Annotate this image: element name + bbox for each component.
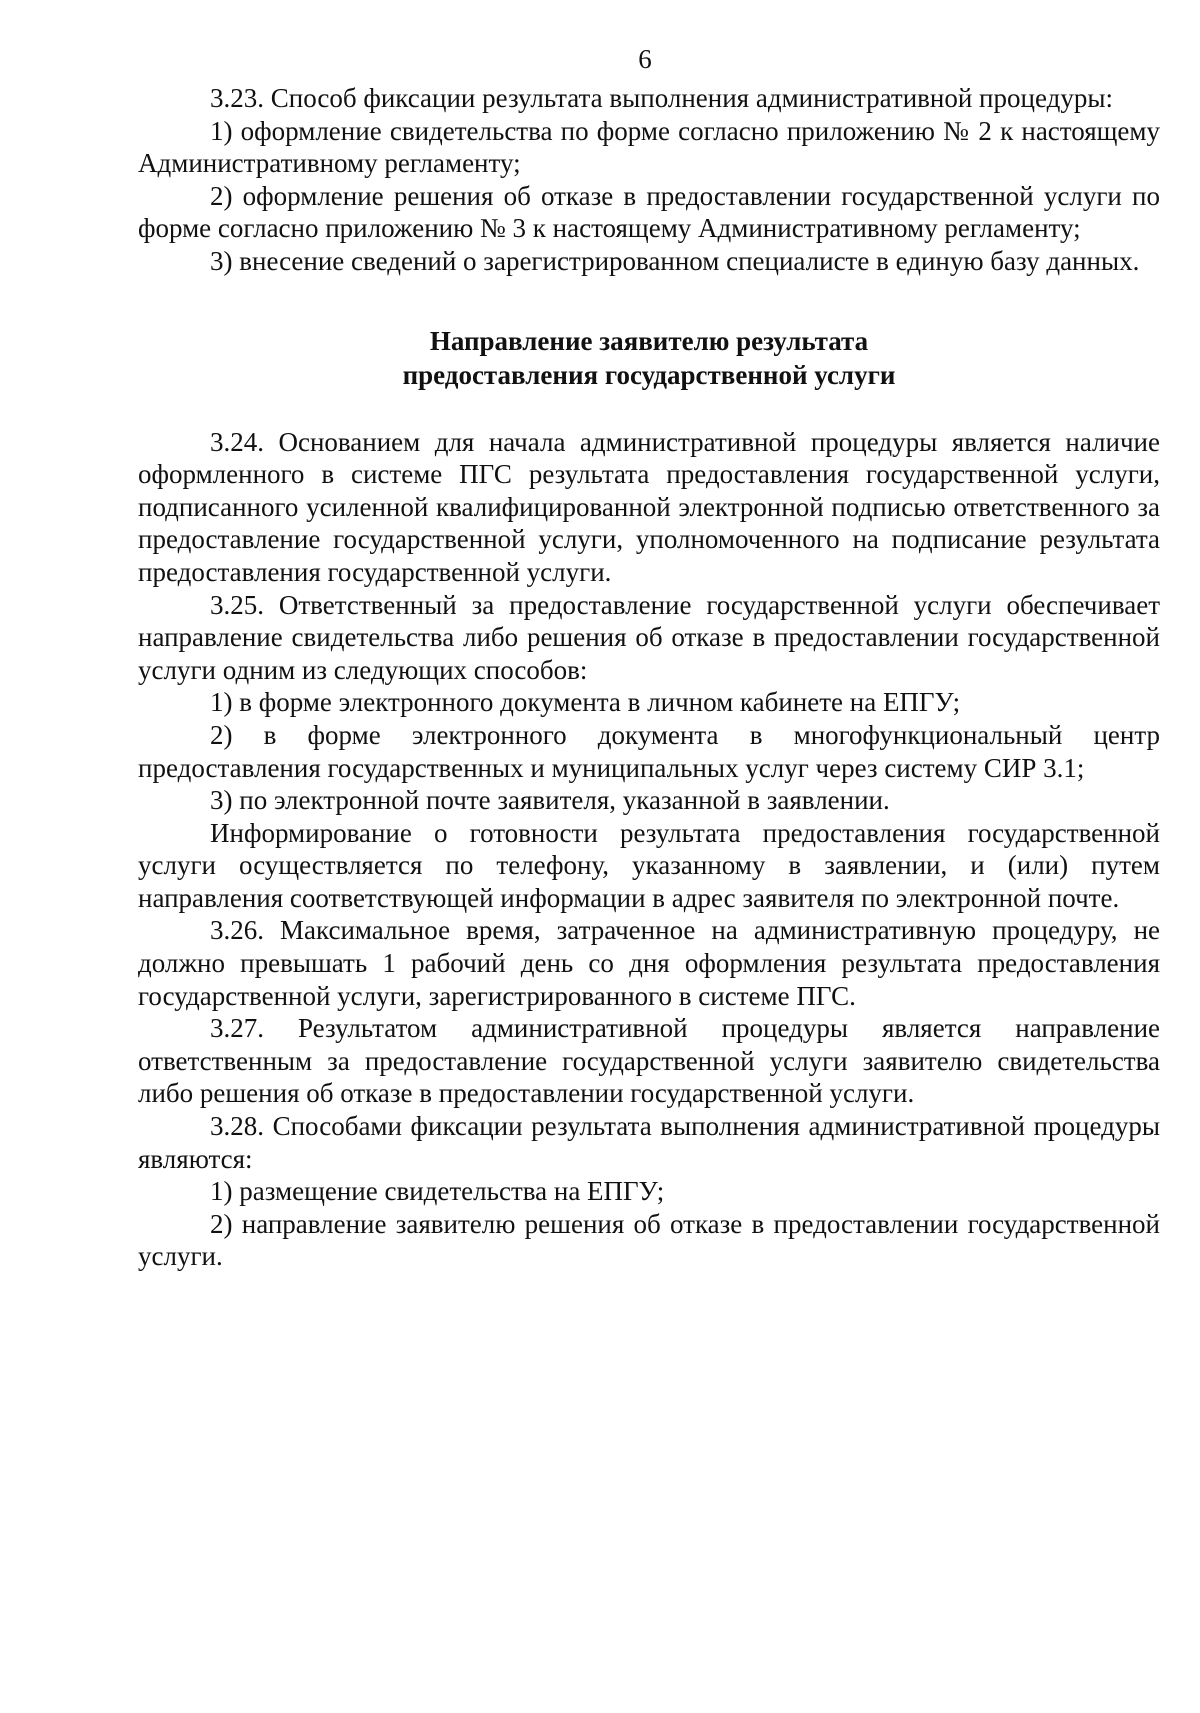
section-3-23 [138, 82, 1160, 278]
list-item-2: 2) направление заявителю решения об отказе в предоставлении государственной услуги. [138, 1208, 1160, 1272]
list-item-3: 3) по электронной почте заявителя, указанной в заявлении. [210, 785, 890, 816]
section-heading-line-1: Направление заявителю результата [429, 325, 869, 356]
paragraph-3-27: 3.27. Результатом административной процедуры является направление ответственным за предоставление государственной услуги заявителю свидетельства либо решения об отказе в предоставлении государственной услуги. [138, 1013, 1160, 1109]
page-number: 6 [638, 44, 652, 74]
paragraph-3-25: 3.25. Ответственный за предоставление государственной услуги обеспечивает направление свидетельства либо решения об отказе в предоставлении государственной услуги одним из следующих способов: [138, 589, 1160, 685]
paragraph-3-23: 3.23. Способ фиксации результата выполнения административной процедуры: [210, 83, 1113, 113]
paragraph-informing: Информирование о готовности результата предоставления государственной услуги осуществляется по телефону, указанному в заявлении, и (или) путем направления соответствующей информации в адрес заявителя по электронной почте. [138, 817, 1160, 913]
list-item-2: 2) оформление решения об отказе в предоставлении государственной услуги по форме согласно приложению № 3 к настоящему Административному регламенту; [138, 180, 1160, 244]
list-item-2: 2) в форме электронного документа в многофункциональный центр предоставления государственных и муниципальных услуг через систему СИР 3.1; [138, 719, 1160, 783]
paragraph-3-24: 3.24. Основанием для начала административной процедуры является наличие оформленного в системе ПГС результата предоставления государственной услуги, подписанного усиленной квалифицированной электронной подписью ответственного за предоставление государственной услуги, уполномоченного на подписание результата предоставления государственной услуги. [138, 426, 1160, 587]
list-item-1: 1) в форме электронного документа в личном кабинете на ЕПГУ; [210, 687, 961, 718]
paragraph-3-26: 3.26. Максимальное время, затраченное на административную процедуру, не должно превышать 1 рабочий день со дня оформления результата предоставления государственной услуги, зарегистрированного в системе ПГС. [138, 915, 1160, 1011]
section-3-24-3-28 [138, 426, 1160, 1273]
paragraph-3-28: 3.28. Способами фиксации результата выполнения административной процедуры являются: [138, 1111, 1160, 1174]
list-item-3: 3) внесение сведений о зарегистрированном специалисте в единую базу данных. [210, 245, 1140, 276]
list-item-1: 1) размещение свидетельства на ЕПГУ; [210, 1176, 665, 1207]
section-heading [138, 324, 1160, 392]
section-heading-line-2: предоставления государственной услуги [402, 359, 896, 390]
list-item-1: 1) оформление свидетельства по форме согласно приложению № 2 к настоящему Административному регламенту; [138, 115, 1160, 179]
